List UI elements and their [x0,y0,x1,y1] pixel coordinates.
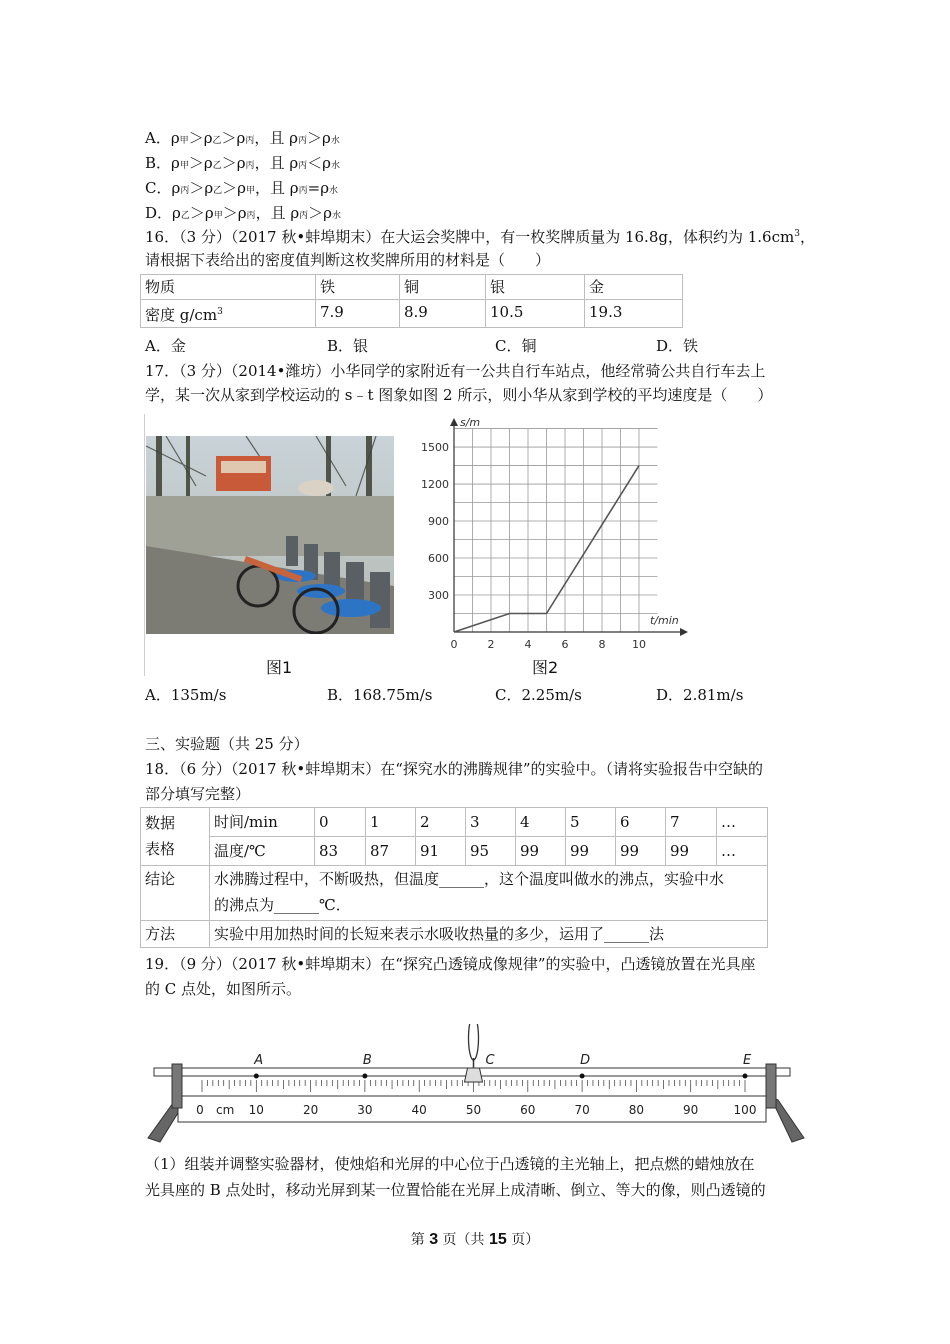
scale-tick-label: 20 [302,1103,319,1117]
option-text: ρ [171,154,180,172]
scale-unit-label: cm [216,1103,235,1117]
x-tick-label: 10 [632,638,646,651]
x-tick-label: 8 [598,638,606,651]
conclusion-line2: 的沸点为______℃． [214,896,351,914]
option-text: ＞ρ [189,179,214,197]
total-pages: 15 [489,1231,507,1248]
subscript: 丙 [246,211,256,221]
footer-suffix: 页） [506,1232,540,1248]
x-tick-label: 4 [524,638,532,651]
option-text: ，且 ρ [255,204,300,222]
option-text: ＞ρ [222,204,247,222]
table-cell: 99 [616,837,666,866]
table-cell: 铜 [400,275,486,300]
bench-point [580,1074,585,1079]
method-label: 方法 [141,921,210,948]
subscript: 丙 [298,161,308,171]
bicycle-station-photo [146,436,394,634]
scale-tick-label: 10 [248,1103,264,1117]
q15-option-c[interactable] [145,178,338,201]
footer-middle: 页（共 [438,1232,489,1248]
y-tick-label: 900 [428,515,449,529]
q16-option-a[interactable]: A．金 [145,337,186,355]
table-cell: 8.9 [400,300,486,328]
table-cell: 6 [616,808,666,837]
section-title: 三、实验题（共 25 分） [145,735,309,753]
table-cell: 87 [366,837,416,866]
q19-stem-line2: 的 C 点处，如图所示。 [145,980,302,998]
method-text: 实验中用加热时间的长短来表示水吸收热量的多少，运用了______法 [210,921,768,948]
option-text: ρ [171,179,181,197]
point-label-d: D [580,1053,591,1068]
q15-option-d[interactable] [145,203,341,226]
subscript: 丙 [299,211,309,221]
subscript: 丙 [245,136,255,146]
page-footer [0,1229,950,1249]
table-cell: 95 [466,837,516,866]
scale-tick-label: 100 [733,1103,757,1117]
y-tick-label: 1200 [421,478,449,492]
y-tick-label: 300 [428,589,449,603]
data-table-label [141,808,210,866]
lens-holder [465,1068,483,1082]
subscript: 丙 [245,161,255,171]
option-text: ＞ρ [221,154,246,172]
option-label: B． [145,154,172,172]
conclusion-row [141,866,768,921]
table-cell: 铁 [316,275,400,300]
option-text: ＞ρ [222,179,246,197]
option-label: D． [145,204,173,222]
option-text: ＞ρ [308,204,332,222]
option-text: ρ [172,204,181,222]
scale-tick-label: 60 [520,1103,536,1117]
x-tick-label: 6 [561,638,569,651]
table-cell: 83 [315,837,366,866]
q15-option-a[interactable] [145,128,340,151]
label-line1: 数据 [145,814,176,832]
page-number: 3 [429,1231,439,1248]
y-tick-label: 600 [428,552,449,566]
conclusion-label: 结论 [141,866,210,921]
q15-option-b[interactable] [145,153,340,176]
table-cell: 物质 [141,275,316,300]
density-table-header [141,275,683,300]
bench-end-post [766,1064,776,1108]
y-tick-label: 1500 [421,441,449,455]
optical-bench-diagram [140,1024,820,1148]
time-row [141,808,768,837]
table-cell: 3 [466,808,516,837]
subscript: 丙 [298,186,308,196]
subscript: 甲 [246,186,256,196]
table-cell: 7.9 [316,300,400,328]
y-axis-label: s/m [460,416,481,429]
q19-sub1-line2: 光具座的 B 点处时，移动光屏到某一位置恰能在光屏上成清晰、倒立、等大的像，则凸透镜的 [145,1181,766,1199]
table-cell: 99 [566,837,616,866]
option-text: =ρ [307,179,330,197]
scale-tick-label: 50 [465,1103,482,1117]
option-text: ＞ρ [189,204,214,222]
point-label-a: A [254,1053,264,1068]
point-label-b: B [362,1053,372,1068]
subscript: 丙 [297,136,307,146]
table-cell: 0 [315,808,366,837]
option-text: ＞ρ [188,129,213,147]
q19-sub1-line1: （1）组装并调整实验器材，使烛焰和光屏的中心位于凸透镜的主光轴上，把点燃的蜡烛放在 [145,1155,755,1173]
subscript: 乙 [212,161,222,171]
q16-option-d[interactable]: D．铁 [656,337,699,355]
convex-lens [469,1024,479,1060]
x-tick-label: 2 [487,638,495,651]
subscript: 丙 [180,186,190,196]
option-text: ，且 ρ [254,154,299,172]
point-label-e: E [743,1053,752,1068]
subscript: 乙 [180,211,190,221]
bench-point [743,1074,748,1079]
time-label: 时间/min [210,808,315,837]
scale-tick-label: 40 [411,1103,427,1117]
row-label-superscript: 3 [217,307,223,317]
label-line2: 表格 [145,840,176,858]
scale-tick-label: 0 [196,1103,204,1117]
table-cell: 10.5 [486,300,585,328]
figure1-caption: 图1 [266,658,293,677]
temperature-label: 温度/℃ [210,837,315,866]
subscript: 乙 [213,186,223,196]
table-cell: … [717,808,768,837]
table-cell: 金 [585,275,683,300]
q17-option-a[interactable]: A．135m/s [145,686,227,704]
scale-tick-label: 90 [683,1103,699,1117]
option-text: ，且 ρ [255,179,299,197]
x-axis-label: t/min [650,614,679,627]
q16-stem-text: 16．（3 分）（2017 秋•蚌埠期末）在大运会奖牌中，有一枚奖牌质量为 16.8g，体积约为 1.6cm [145,228,795,246]
table-cell: … [717,837,768,866]
option-text: ，且 ρ [254,129,298,147]
subscript: 甲 [179,161,189,171]
bench-end-post [172,1064,182,1108]
x-axis-arrow [680,628,688,636]
table-cell: 99 [666,837,717,866]
figure2-caption: 图2 [532,658,559,677]
table-cell: 4 [516,808,566,837]
q18-stem-line2: 部分填写完整） [145,785,251,803]
q16-stem-line1 [145,224,815,247]
subscript: 水 [331,161,341,171]
table-cell: 91 [416,837,466,866]
table-cell: 19.3 [585,300,683,328]
scale-tick-label: 80 [628,1103,645,1117]
subscript: 甲 [213,211,223,221]
q17-option-b[interactable]: B．168.75m/s [327,686,433,704]
conclusion-line1: 水沸腾过程中，不断吸热，但温度______，这个温度叫做水的沸点，实验中水 [214,870,725,888]
subscript: 水 [330,136,340,146]
s-t-chart [414,412,694,652]
q19-stem-line1: 19．（9 分）（2017 秋•蚌埠期末）在“探究凸透镜成像规律”的实验中，凸透镜放置在光具座 [145,955,756,973]
table-cell: 1 [366,808,416,837]
option-text: ＞ρ [221,129,246,147]
y-axis-arrow [450,418,458,426]
bench-point [254,1074,259,1079]
conclusion-text [210,866,768,921]
option-label: C． [145,179,172,197]
q16-superscript: 3 [794,229,800,239]
row-label: 密度 g/cm [145,306,218,324]
q17-option-d[interactable]: D．2.81m/s [656,686,744,704]
subscript: 水 [332,211,342,221]
table-cell: 5 [566,808,616,837]
q17-stem-line2: 学，某一次从家到学校运动的 s﹣t 图象如图 2 所示，则小华从家到学校的平均速度是（ ） [145,386,773,404]
option-label: A． [145,129,171,147]
point-label-c: C [485,1053,495,1068]
q16-option-b[interactable]: B．银 [327,337,369,355]
density-table [140,274,683,328]
table-cell: 7 [666,808,717,837]
option-text: ρ [170,129,180,147]
boiling-report-table [140,807,768,948]
scale-tick-label: 70 [574,1103,590,1117]
figure-border [144,414,145,676]
temperature-row [141,837,768,866]
q18-stem-line1: 18．（6 分）（2017 秋•蚌埠期末）在“探究水的沸腾规律”的实验中。（请将实验报告中空缺的 [145,760,764,778]
table-cell: 2 [416,808,466,837]
scale-tick-label: 30 [357,1103,373,1117]
subscript: 乙 [212,136,222,146]
bench-point [362,1074,367,1079]
subscript: 水 [329,186,339,196]
q17-stem-line1: 17．（3 分）（2014•潍坊）小华同学的家附近有一公共自行车站点，他经常骑公共自行车去上 [145,362,766,380]
x-tick-label: 0 [450,638,458,651]
subscript: 甲 [179,136,189,146]
footer-prefix: 第 [410,1232,430,1248]
q17-option-c[interactable]: C．2.25m/s [495,686,582,704]
table-cell: 99 [516,837,566,866]
q16-stem-end: ， [799,228,815,246]
method-row [141,921,768,948]
option-text: ＞ρ [188,154,213,172]
table-cell [141,300,316,328]
q16-option-c[interactable]: C．铜 [495,337,537,355]
option-text: ＜ρ [307,154,331,172]
table-cell: 银 [486,275,585,300]
q16-stem-line2: 请根据下表给出的密度值判断这枚奖牌所用的材料是（ ） [145,251,551,269]
density-table-row [141,300,683,328]
option-text: ＞ρ [306,129,331,147]
